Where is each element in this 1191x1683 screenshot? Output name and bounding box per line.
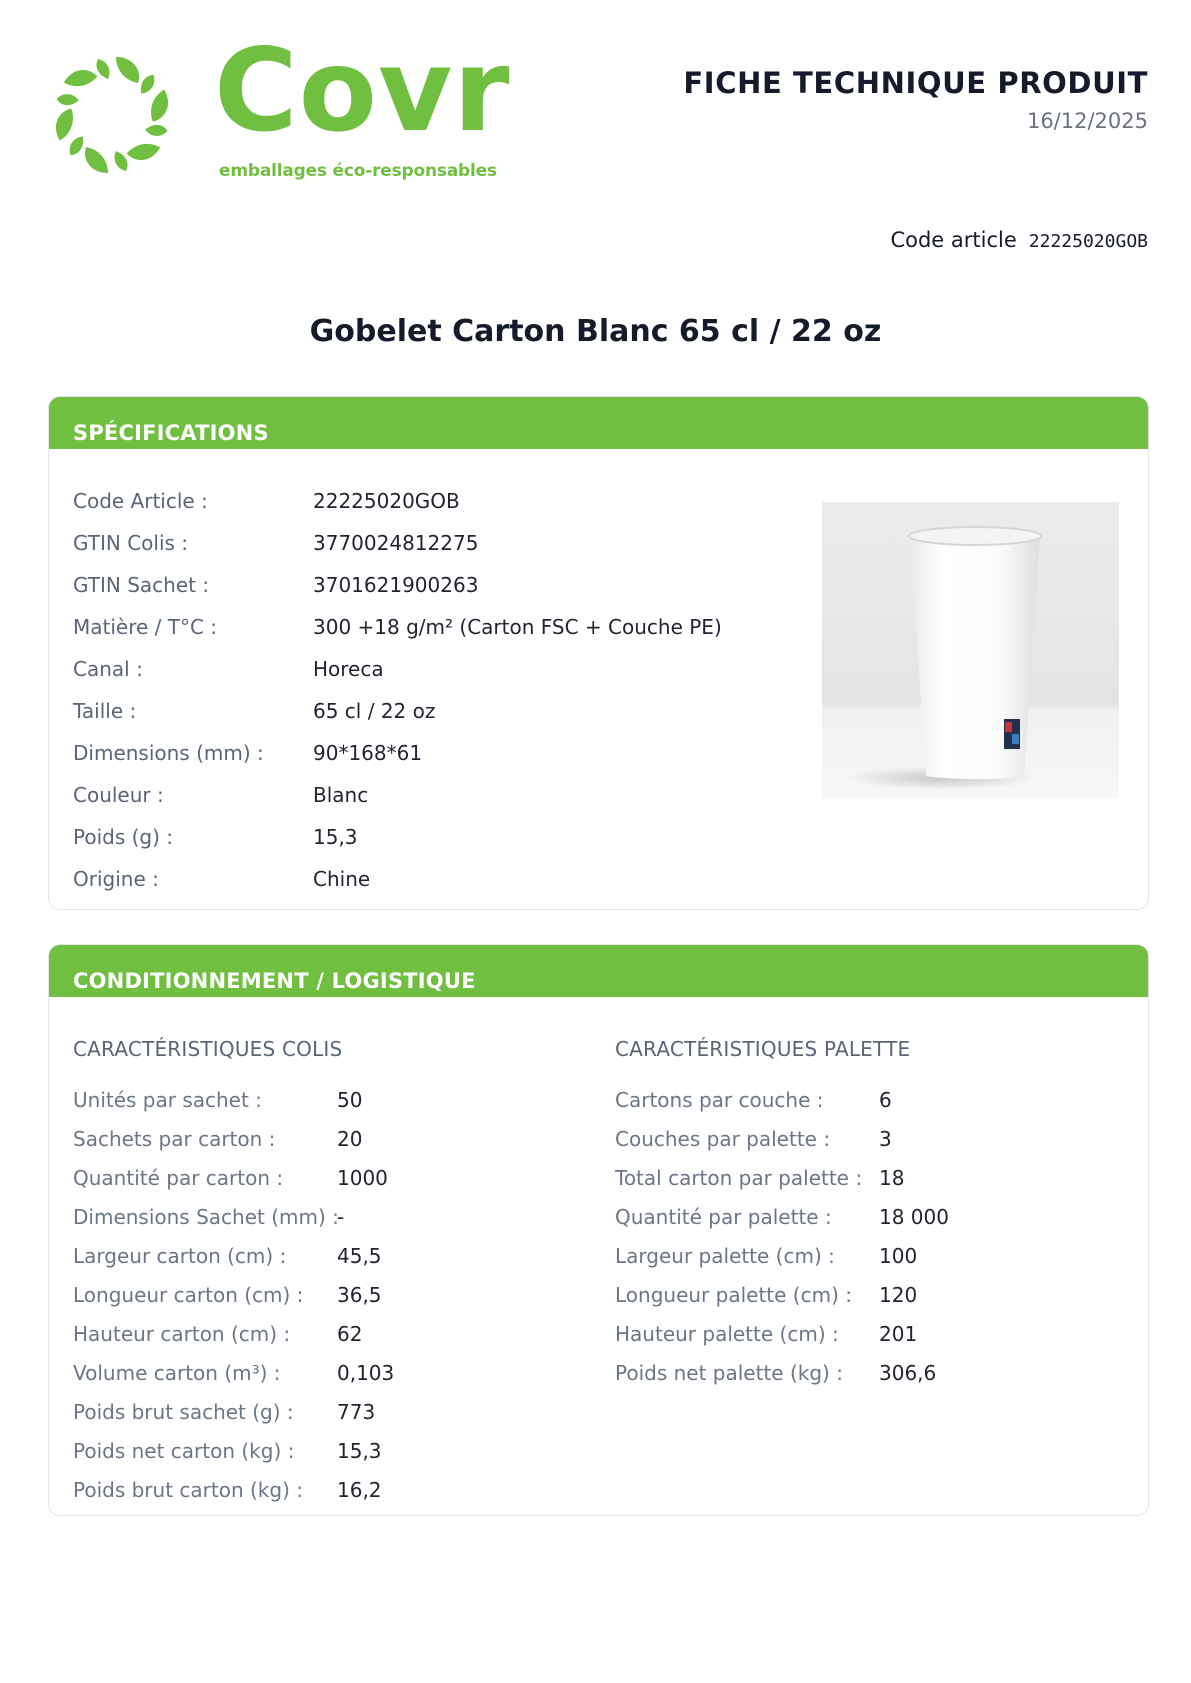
palette-value: 306,6 [879,1361,937,1385]
spec-value: 3701621900263 [313,573,479,597]
colis-label: Poids brut sachet (g) : [73,1400,294,1424]
brand-tagline: emballages éco-responsables [219,161,497,181]
colis-heading: CARACTÉRISTIQUES COLIS [73,1037,343,1061]
colis-label: Volume carton (m³) : [73,1361,281,1385]
palette-label: Total carton par palette : [615,1166,863,1190]
colis-label: Longueur carton (cm) : [73,1283,304,1307]
spec-label: Origine : [73,867,159,891]
product-cup-image [822,476,1119,826]
palette-list [615,945,1135,1515]
palette-label: Hauteur palette (cm) : [615,1322,839,1346]
colis-label: Poids brut carton (kg) : [73,1478,303,1502]
palette-label: Largeur palette (cm) : [615,1244,835,1268]
colis-label: Hauteur carton (cm) : [73,1322,291,1346]
specifications-heading: SPÉCIFICATIONS [49,397,1148,449]
palette-label: Cartons par couche : [615,1088,824,1112]
spec-value: 90*168*61 [313,741,423,765]
colis-label: Quantité par carton : [73,1166,284,1190]
logistics-card [48,944,1149,1516]
colis-value: - [337,1205,345,1229]
colis-value: 45,5 [337,1244,382,1268]
colis-list [73,945,593,1515]
colis-label: Dimensions Sachet (mm) : [73,1205,339,1229]
brand-wordmark: Covr [214,24,511,157]
logistics-heading: CONDITIONNEMENT / LOGISTIQUE [49,945,1148,997]
colis-value: 62 [337,1322,363,1346]
palette-label: Longueur palette (cm) : [615,1283,852,1307]
product-title: Gobelet Carton Blanc 65 cl / 22 oz [309,314,882,349]
colis-label: Poids net carton (kg) : [73,1439,295,1463]
spec-value: 3770024812275 [313,531,479,555]
colis-value: 1000 [337,1166,388,1190]
spec-value: 15,3 [313,825,358,849]
spec-value: 65 cl / 22 oz [313,699,436,723]
colis-value: 773 [337,1400,376,1424]
spec-value: 300 +18 g/m² (Carton FSC + Couche PE) [313,615,722,639]
palette-heading: CARACTÉRISTIQUES PALETTE [615,1037,911,1061]
spec-label: GTIN Colis : [73,531,189,555]
spec-label: Taille : [73,699,137,723]
colis-value: 20 [337,1127,363,1151]
article-code-label: Code article [890,228,1017,252]
spec-value: Chine [313,867,371,891]
palette-value: 6 [879,1088,892,1112]
colis-label: Largeur carton (cm) : [73,1244,287,1268]
article-code-value: 22225020GOB [1028,231,1148,252]
colis-value: 15,3 [337,1439,382,1463]
spec-value: 22225020GOB [313,489,460,513]
colis-value: 50 [337,1088,363,1112]
colis-value: 36,5 [337,1283,382,1307]
document-title: FICHE TECHNIQUE PRODUIT [683,66,1148,100]
document-date: 16/12/2025 [1026,109,1148,133]
colis-value: 16,2 [337,1478,382,1502]
spec-value: Blanc [313,783,369,807]
colis-value: 0,103 [337,1361,395,1385]
colis-label: Sachets par carton : [73,1127,276,1151]
spec-label: GTIN Sachet : [73,573,210,597]
palette-value: 100 [879,1244,918,1268]
palette-label: Couches par palette : [615,1127,831,1151]
spec-label: Dimensions (mm) : [73,741,264,765]
colis-label: Unités par sachet : [73,1088,262,1112]
article-code-row [890,228,1148,252]
palette-value: 201 [879,1322,918,1346]
spec-label: Matière / T°C : [73,615,218,639]
spec-label: Code Article : [73,489,208,513]
palette-value: 120 [879,1283,918,1307]
covr-logo-leaves-icon [48,50,176,180]
palette-value: 3 [879,1127,892,1151]
palette-value: 18 [879,1166,905,1190]
spec-label: Canal : [73,657,143,681]
palette-label: Quantité par palette : [615,1205,832,1229]
spec-label: Poids (g) : [73,825,174,849]
palette-value: 18 000 [879,1205,949,1229]
spec-label: Couleur : [73,783,164,807]
spec-value: Horeca [313,657,384,681]
palette-label: Poids net palette (kg) : [615,1361,843,1385]
